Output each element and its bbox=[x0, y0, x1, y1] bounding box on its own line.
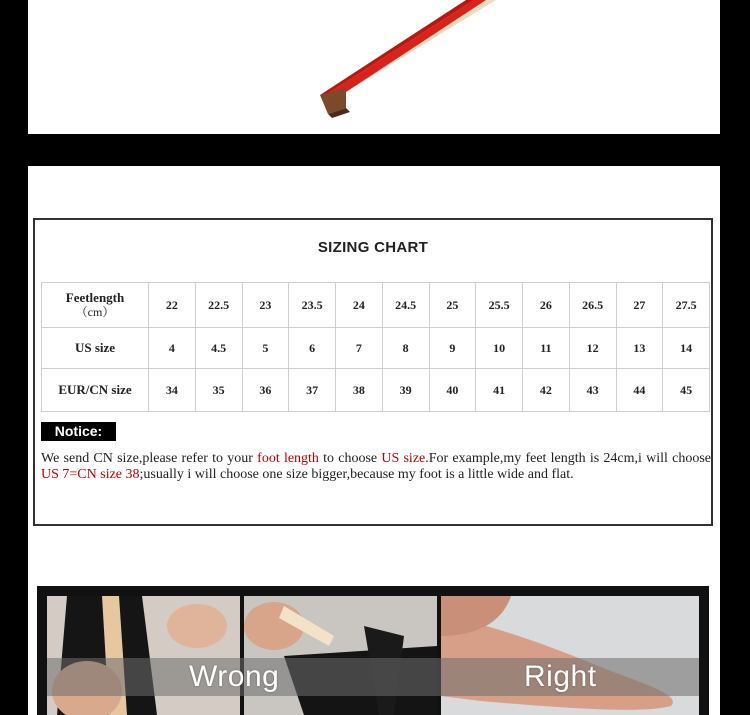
table-cell: 45 bbox=[663, 369, 710, 412]
table-cell: 27.5 bbox=[663, 283, 710, 328]
table-cell: 38 bbox=[336, 369, 383, 412]
table-cell: 10 bbox=[476, 328, 523, 369]
table-cell: 43 bbox=[569, 369, 616, 412]
row-header-eur-cn-size: EUR/CN size bbox=[42, 369, 149, 412]
highlight-us-size: US size bbox=[381, 451, 426, 466]
table-cell: 22.5 bbox=[195, 283, 242, 328]
table-row-eur-cn-size bbox=[42, 369, 710, 412]
table-cell: 41 bbox=[476, 369, 523, 412]
table-cell: 37 bbox=[289, 369, 336, 412]
table-cell: 23 bbox=[242, 283, 289, 328]
table-cell: 35 bbox=[195, 369, 242, 412]
table-cell: 22 bbox=[149, 283, 196, 328]
shoe-heel-illustration bbox=[28, 0, 720, 134]
table-cell: 25.5 bbox=[476, 283, 523, 328]
table-cell: 13 bbox=[616, 328, 663, 369]
product-image-panel bbox=[28, 0, 720, 134]
table-cell: 6 bbox=[289, 328, 336, 369]
table-cell: 4 bbox=[149, 328, 196, 369]
table-row-feet-length bbox=[42, 283, 710, 328]
table-cell: 39 bbox=[382, 369, 429, 412]
table-cell: 27 bbox=[616, 283, 663, 328]
photo-wrong-measure-2 bbox=[244, 596, 437, 715]
table-cell: 24.5 bbox=[382, 283, 429, 328]
wrong-label: Wrong bbox=[189, 660, 280, 693]
sizing-chart-frame bbox=[33, 218, 713, 526]
row-header-us-size: US size bbox=[42, 328, 149, 369]
table-cell: 7 bbox=[336, 328, 383, 369]
row-header-feet-length: Feetlength （cm） bbox=[42, 283, 149, 328]
table-cell: 34 bbox=[149, 369, 196, 412]
table-cell: 26 bbox=[523, 283, 570, 328]
sizing-chart-title: SIZING CHART bbox=[317, 239, 429, 256]
highlight-size-example: US 7=CN size 38 bbox=[41, 467, 140, 482]
table-row-us-size bbox=[42, 328, 710, 369]
right-label: Right bbox=[524, 660, 597, 693]
table-cell: 4.5 bbox=[195, 328, 242, 369]
table-cell: 14 bbox=[663, 328, 710, 369]
photo-wrong-measure-1 bbox=[47, 596, 240, 715]
table-cell: 12 bbox=[569, 328, 616, 369]
table-cell: 8 bbox=[382, 328, 429, 369]
table-cell: 44 bbox=[616, 369, 663, 412]
photo-right-measure bbox=[441, 596, 699, 715]
table-cell: 5 bbox=[242, 328, 289, 369]
table-cell: 24 bbox=[336, 283, 383, 328]
table-cell: 40 bbox=[429, 369, 476, 412]
table-cell: 9 bbox=[429, 328, 476, 369]
table-cell: 26.5 bbox=[569, 283, 616, 328]
highlight-foot-length: foot length bbox=[257, 451, 319, 466]
table-cell: 42 bbox=[523, 369, 570, 412]
size-table bbox=[41, 282, 710, 412]
table-cell: 25 bbox=[429, 283, 476, 328]
photo-label-band bbox=[47, 658, 699, 696]
notice-badge: Notice: bbox=[41, 422, 116, 441]
measurement-photo-strip bbox=[37, 586, 709, 715]
notice-text: We send CN size,please refer to your foot length to choose US size.For example,my feet length is 24cm,i will choose US 7=CN size 38;usually i will choose one size bigger,because my foot is a little wide and flat. bbox=[41, 451, 711, 482]
table-cell: 23.5 bbox=[289, 283, 336, 328]
table-cell: 36 bbox=[242, 369, 289, 412]
table-cell: 11 bbox=[523, 328, 570, 369]
